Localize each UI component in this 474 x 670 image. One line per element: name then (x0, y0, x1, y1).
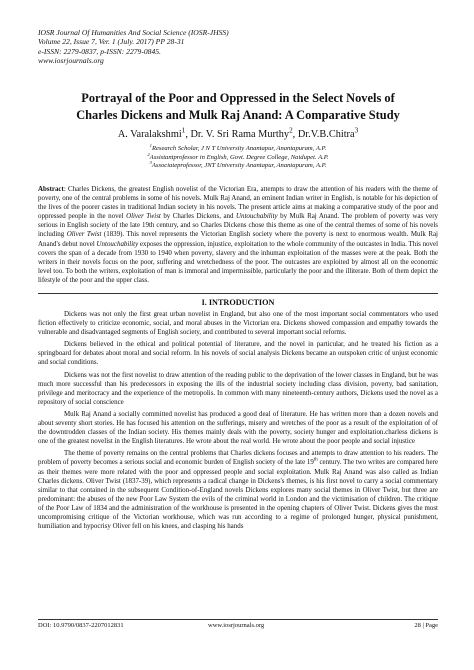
introduction-body (38, 310, 438, 534)
abstract-label: Abstract (38, 185, 64, 193)
journal-volume: Volume 22, Issue 7, Ver. 1 (July. 2017) PP 28-31 (38, 37, 185, 47)
journal-name: IOSR Journal Of Humanities And Social Science (IOSR-JHSS) (38, 28, 229, 37)
affiliation-3: $^3$Associateprofessor, JNT University Anantapur, Anantapuram, A.P. (149, 160, 327, 170)
footer-page-number: 28 | Page (414, 622, 438, 629)
author-1-sup: 1 (181, 126, 186, 135)
abstract: Abstract: Charles Dickens, the greatest English novelist of the Victorian Era, attempts to draw the attention of his readers with the theme of poverty, one of the central problems in some of his novels. Mulk Raj Anand, an eminent Indian writer in English, is notable for his depiction of the lives of the poorer castes in traditional Indian society in his novels. The present article aims at making a comparative study of the poor and oppressed people in the novel Oliver Twist by Charles Dickens, and Untouchability by Mulk Raj Anand. The problem of poverty was very serious in English society of the late 19th century, and so Charles Dickens chose this theme as one of the central themes of some of his novels including Oliver Twist (1839). This novel represents the Victorian English society where the poverty is next to enormous wealth. Mulk Raj Anand's debut novel Untouchability exposes the oppression, injustice, exploitation to the whole community of the outcastes in India. This novel covers the span of a decade from 1930 to 1940 when poverty, slavery and the inhuman exploitation of the masses were at the peak. Both the writers in their novels focus on the poor, suffering and wretchedness of the poor. The outcastes are exploited by almost all on the economic level too. To both the writers, exploitation of man is immoral and impermissible, particularly the poor and the illiterate. Both of them depict the lifestyle of the poor and the upper class. (38, 185, 438, 284)
footer-doi: DOI: 10.9790/0837-2207012831 (38, 622, 124, 629)
affiliation-1: $^1$Research Scholar, J N T University Anantapur, Anantapuram, A.P. (149, 142, 327, 152)
title-line-2: Charles Dickens and Mulk Raj Anand: A Comparative Study (76, 108, 400, 122)
abstract-divider (38, 293, 438, 294)
paragraph-5: The theme of poverty remains on the central problems that Charles dickens focuses and attempts to draw attention to his readers. The problem of poverty becomes a serious social and economic burden of English society of the late 19th century. The two writes are compared here as their themes were more related with the poor and oppressed people and social exploitation. Mulk Raj Anand was also called as Indian Charles dickens. Oliver Twist (1837-39), which represents a radical change in Dickens's themes, is his first novel to carry a social commentary similar to that contained in the subsequent Condition-of-England novels Dickens explores many social themes in Oliver Twist, but three are predominant: the abuses of the new Poor Law System the evils of the criminal world in London and the victimisation of children. The critique of the Poor Law of 1834 and the administration of the workhouse is presented in the opening chapters of Oliver Twist. Dickens gives the most uncompromising critique of the Victorian workhouse, which was run according to a regime of prolonged hunger, physical punishment, humiliation and hypocrisy Oliver fell on his knees, and clasping his hands (38, 449, 438, 531)
footer-divider (38, 619, 438, 620)
paragraph-3: Dickens was not the first novelist to draw attention of the reading public to the deprivation of the lower classes in England, but he was much more successful than his predecessors in exposing the ills of the industrial society including class division, poverty, bad sanitation, privilege and meritocracy and the experience of the metropolis. In common with many nineteenth-century authors, Dickens used the novel as a repository of social conscience (38, 370, 438, 406)
paragraph-4: Mulk Raj Anand a socially committed novelist has produced a good deal of literature. He has written more than a dozen novels and about seventy short stories. He has focused his attention on the sufferings, misery and wretches of the poor as a result of the exploitation of of the downtrodden classes of the Indian society. His themes mainly deals with the poverty, society hunger and exploitation.charless dickens is one of the greatest novelist in the English literatures. He wrote about the real world. He wrote about the poor people and social injustice (38, 409, 438, 446)
journal-header (38, 28, 438, 65)
footer-website[interactable]: www.iosrjournals.org (208, 622, 265, 629)
affiliations (38, 142, 438, 171)
paper-title (38, 90, 438, 124)
author-3: Dr.V.B.Chitra (297, 129, 355, 140)
author-3-sup: 3 (354, 126, 359, 135)
paragraph-2: Dickens believed in the ethical and political potential of literature, and the novel in particular, and he treated his fiction as a springboard for debates about moral and social reform. In his novels of social analysis Dickens became an outspoken critic of unjust economic and social conditions. (38, 340, 438, 367)
page-footer (38, 621, 438, 631)
author-list: A. Varalakshmi$^1$, Dr. V. Sri Rama Murthy$^2$, Dr.V.B.Chitra$^3$ (117, 126, 359, 140)
paragraph-1: Dickens was not only the first great urban novelist in England, but also one of the most important social commentators who used fiction effectively to criticize economic, social, and moral abuses in the Victorian era. Dickens showed compassion and empathy towards the vulnerable and disadvantaged segments of English society, and contributed to several important social reforms. (38, 310, 438, 337)
author-1: A. Varalakshmi (117, 129, 182, 140)
section-heading: I. INTRODUCTION (201, 298, 275, 307)
journal-issn: e-ISSN: 2279-0837, p-ISSN: 2279-0845. (38, 46, 161, 56)
journal-website[interactable]: www.iosrjournals.org (38, 55, 104, 65)
author-2: Dr. V. Sri Rama Murthy (190, 129, 290, 140)
title-line-1: Portrayal of the Poor and Oppressed in the Select Novels of (81, 91, 395, 105)
author-2-sup: 2 (289, 126, 293, 135)
affiliation-2: $^2$Assistantprofessor in English, Govt. Degree College, Naidupet. A.P. (147, 151, 329, 161)
